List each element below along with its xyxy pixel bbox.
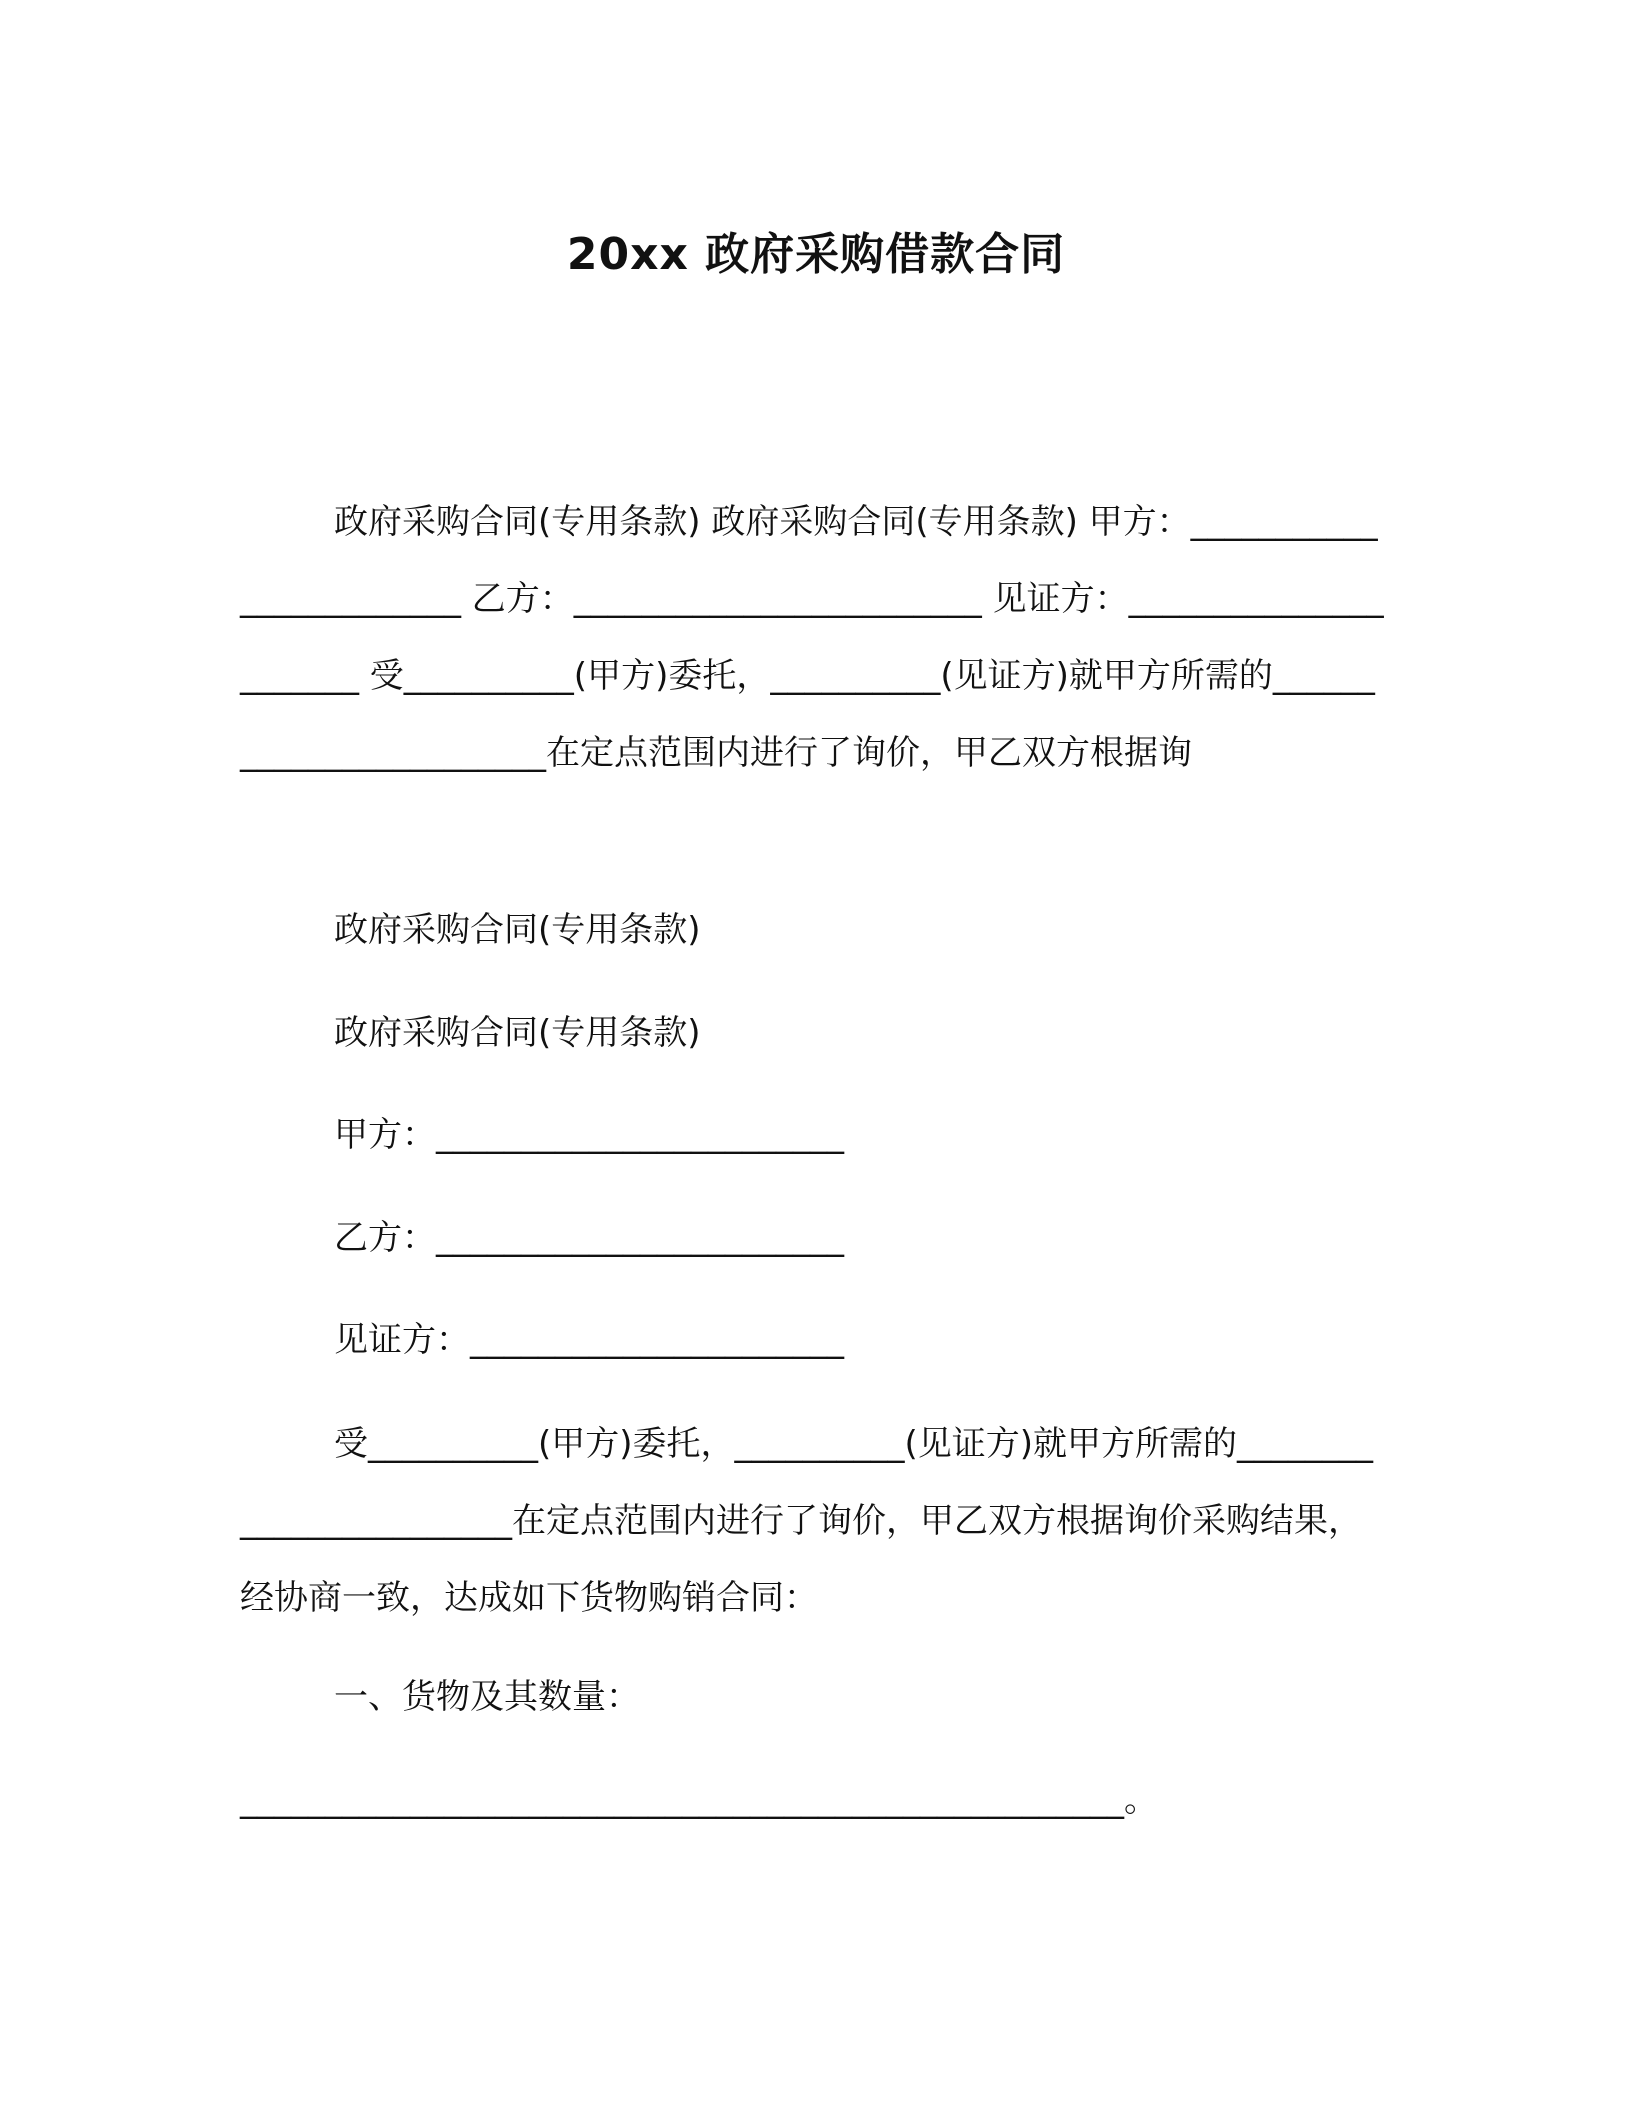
intro-paragraph: 政府采购合同(专用条款) 政府采购合同(专用条款) 甲方：________________________ 乙方：________________________ 见证方：______________________ 受__________(甲方)委托，__________(见证方)就甲方所需的________________________在定点范围内进行了询价，甲乙双方根据询 xyxy=(240,502,1384,773)
document-title: 20xx 政府采购借款合同 xyxy=(566,229,1066,280)
party-b-line: 乙方：________________________ xyxy=(334,1218,844,1258)
goods-quantity-heading: 一、货物及其数量： xyxy=(334,1677,640,1717)
entrustment-paragraph: 受__________(甲方)委托，__________(见证方)就甲方所需的________________________在定点范围内进行了询价，甲乙双方根据询价采购结果，经协商一致，达成如下货物购销合同： xyxy=(240,1424,1374,1618)
witness-line: 见证方：______________________ xyxy=(334,1320,844,1360)
goods-quantity-blank: ____________________________________________________。 xyxy=(240,1780,1158,1820)
party-a-line: 甲方：________________________ xyxy=(334,1115,844,1155)
section-heading-special-terms-repeat: 政府采购合同(专用条款) xyxy=(334,1013,701,1053)
section-heading-special-terms: 政府采购合同(专用条款) xyxy=(334,910,701,950)
